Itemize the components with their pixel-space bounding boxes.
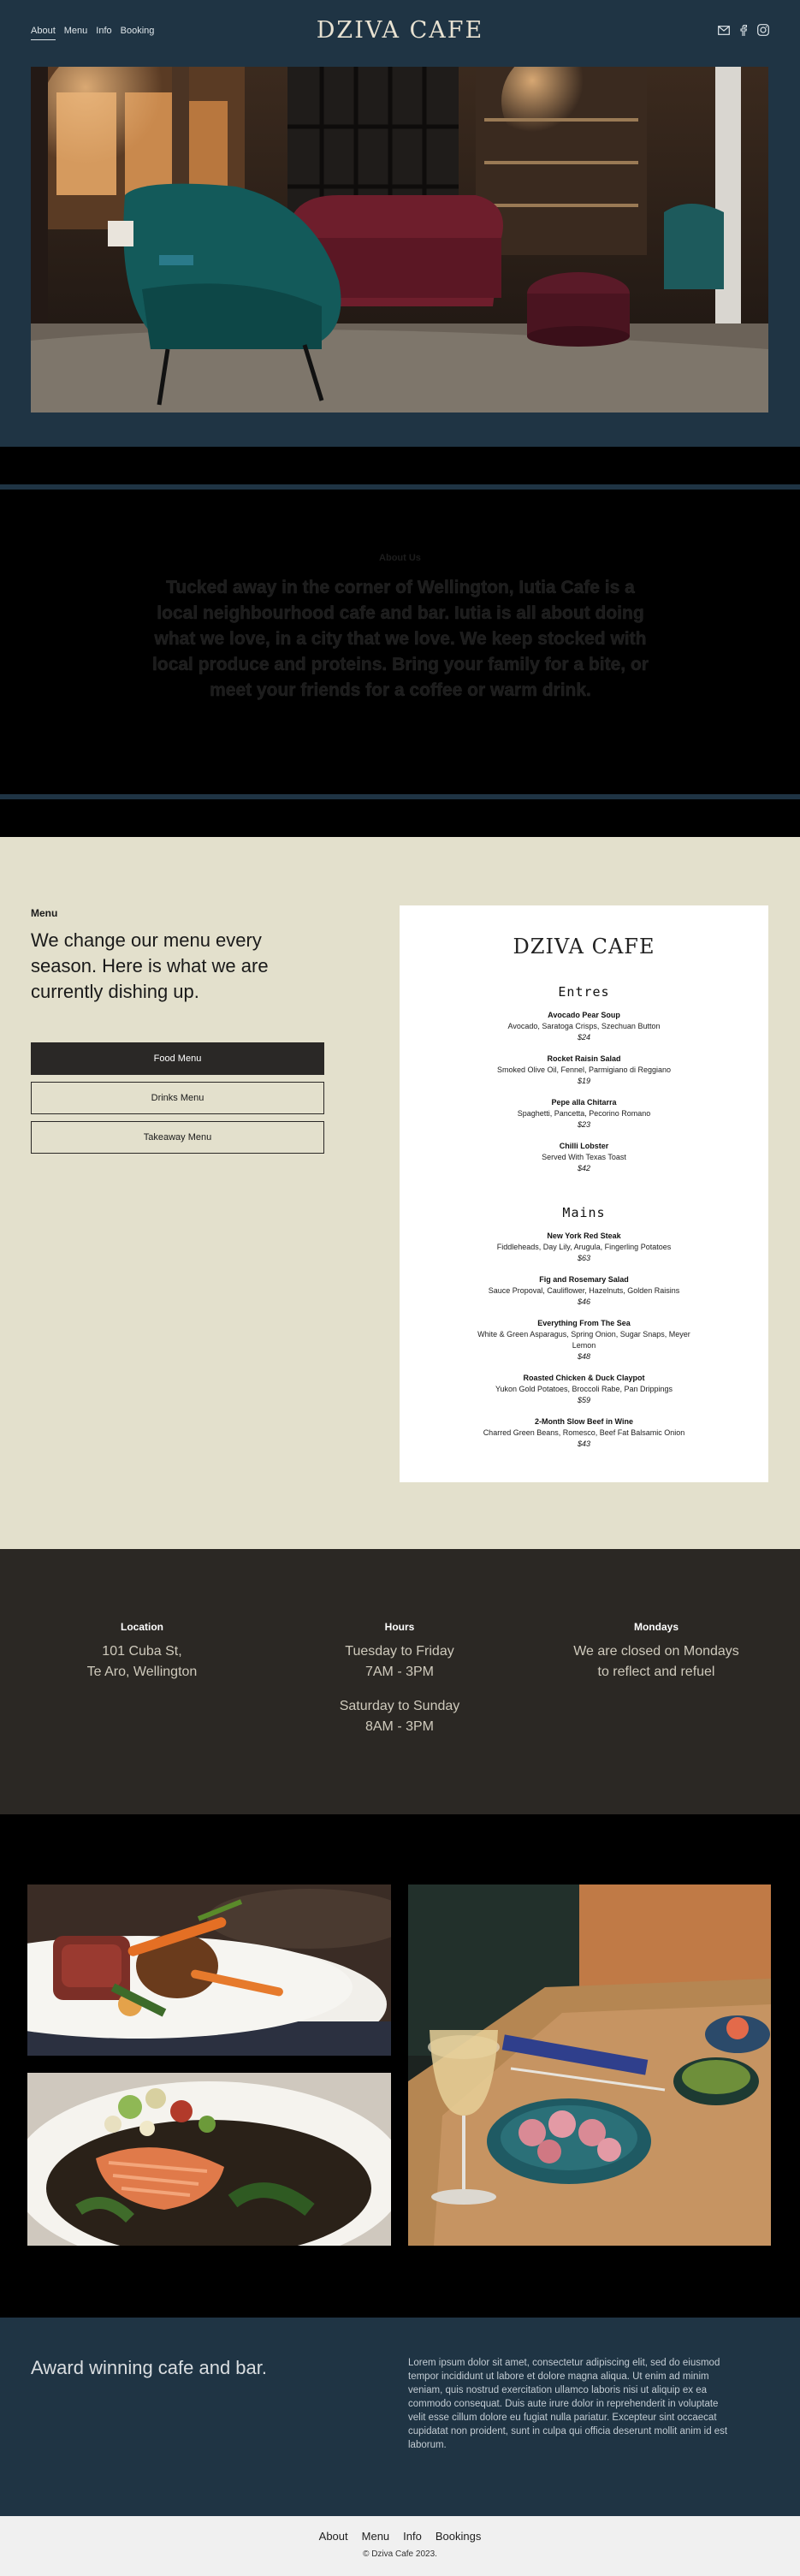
social-links (718, 24, 769, 36)
food-menu-button[interactable]: Food Menu (31, 1042, 324, 1075)
menu-item (400, 1416, 768, 1450)
menu-intro: We change our menu every season. Here is what we are currently dishing up. (31, 929, 269, 1002)
site-logo[interactable]: DZIVA CAFE (316, 17, 484, 44)
mondays-line: to reflect and refuel (597, 1665, 715, 1679)
hours-line: 8AM - 3PM (364, 1719, 434, 1734)
divider-bottom (0, 794, 800, 799)
award-section (0, 2318, 800, 2516)
dish-price: $19 (577, 1077, 591, 1085)
card-logo: DZIVA CAFE (513, 935, 655, 959)
dish-price: $63 (577, 1254, 591, 1262)
nav-about[interactable]: About (31, 26, 56, 40)
info-section (0, 1549, 800, 1814)
footer-nav-menu[interactable]: Menu (361, 2530, 390, 2543)
nav-booking[interactable]: Booking (120, 26, 155, 36)
drinks-menu-button[interactable]: Drinks Menu (31, 1082, 324, 1114)
dish-price: $48 (577, 1352, 591, 1361)
dish-name: New York Red Steak (547, 1232, 621, 1240)
menu-item (400, 1097, 768, 1131)
gallery-image-salmon (27, 2073, 391, 2246)
hero-section (0, 0, 800, 447)
entres-heading: Entres (558, 984, 610, 1000)
hours-column (288, 1621, 511, 1737)
award-title: Award winning cafe and bar. (31, 2357, 267, 2378)
dish-price: $46 (577, 1297, 591, 1306)
dish-desc: Spaghetti, Pancetta, Pecorino Romano (517, 1109, 651, 1118)
dish-desc: Smoked Olive Oil, Fennel, Parmigiano di Reggiano (496, 1065, 672, 1074)
menu-item (400, 1054, 768, 1087)
footer (0, 2516, 800, 2576)
mains-heading: Mains (562, 1205, 606, 1220)
about-text: Tucked away in the corner of Wellington, Iutia Cafe is a local neighbourhood cafe and bar. Iutia is all about doing what we love, in a city that we love. We keep stocked with local produce and proteins. Bring your family for a bite, or meet your friends for a coffee or warm drink. (152, 578, 649, 700)
footer-nav-bookings[interactable]: Bookings (435, 2530, 482, 2543)
gallery-image-table (408, 1885, 771, 2246)
mains-list (400, 1231, 768, 1450)
menu-label: Menu (31, 907, 58, 919)
dish-price: $59 (577, 1396, 591, 1404)
mondays-line: We are closed on Mondays (573, 1644, 739, 1659)
location-line: Te Aro, Wellington (86, 1665, 198, 1679)
dish-name: 2-Month Slow Beef in Wine (535, 1417, 633, 1426)
dish-desc: White & Green Asparagus, Spring Onion, Sugar Snaps, Meyer Lemon (477, 1330, 690, 1350)
hours-title: Hours (384, 1621, 415, 1633)
dish-name: Roasted Chicken & Duck Claypot (523, 1374, 645, 1382)
dish-price: $23 (577, 1120, 591, 1129)
about-label: About Us (379, 553, 421, 563)
dish-name: Fig and Rosemary Salad (539, 1275, 629, 1284)
facebook-icon[interactable] (740, 25, 747, 36)
menu-item (400, 1318, 768, 1362)
dish-price: $42 (577, 1164, 591, 1172)
menu-section (0, 837, 800, 1549)
menu-card (400, 905, 768, 1482)
hours-line: Saturday to Sunday (339, 1699, 460, 1713)
hero-image (31, 67, 768, 413)
dish-desc: Yukon Gold Potatoes, Broccoli Rabe, Pan Drippings (495, 1385, 673, 1393)
footer-nav (0, 2516, 800, 2543)
menu-item (400, 1373, 768, 1406)
gallery-image-steak (27, 1885, 391, 2056)
nav-menu[interactable]: Menu (63, 26, 88, 36)
mail-icon[interactable] (718, 26, 730, 35)
dish-name: Avocado Pear Soup (548, 1011, 620, 1019)
footer-nav-info[interactable]: Info (403, 2530, 422, 2543)
location-column (31, 1621, 253, 1683)
location-line: 101 Cuba St, (102, 1644, 182, 1659)
takeaway-menu-button[interactable]: Takeaway Menu (31, 1121, 324, 1154)
award-text: Lorem ipsum dolor sit amet, consectetur adipiscing elit, sed do eiusmod tempor incididunt ut labore et dolore magna aliqua. Ut enim ad minim veniam, quis nostrud exercitation ullamco laboris nisi ut aliquip ex ea commodo consequat. Duis aute irure dolor in reprehenderit in voluptate velit esse cillum dolore eu fugiat nulla pariatur. Excepteur sint occaecat cupidatat non proident, sunt in culpa qui officia deserunt mollit anim id est laborum. (408, 2358, 728, 2450)
dish-name: Everything From The Sea (537, 1319, 631, 1327)
gallery-section (0, 1814, 800, 2318)
copyright: © Dziva Cafe 2023. (363, 2549, 437, 2559)
menu-item (400, 1274, 768, 1308)
mondays-column (545, 1621, 767, 1683)
dish-price: $24 (577, 1033, 591, 1042)
dish-desc: Charred Green Beans, Romesco, Beef Fat Balsamic Onion (483, 1428, 685, 1437)
dish-name: Pepe alla Chitarra (551, 1098, 617, 1107)
dish-name: Rocket Raisin Salad (547, 1054, 621, 1063)
dish-desc: Fiddleheads, Day Lily, Arugula, Fingerling Potatoes (496, 1243, 672, 1251)
menu-item (400, 1231, 768, 1264)
entres-list (400, 1010, 768, 1174)
dish-name: Chilli Lobster (559, 1142, 609, 1150)
mondays-title: Mondays (633, 1621, 679, 1633)
hours-line: 7AM - 3PM (364, 1665, 434, 1679)
hours-line: Tuesday to Friday (345, 1644, 454, 1659)
instagram-icon[interactable] (757, 24, 769, 36)
dish-desc: Served With Texas Toast (542, 1153, 626, 1161)
location-title: Location (121, 1621, 163, 1633)
nav-info[interactable]: Info (96, 26, 112, 36)
footer-nav-about[interactable]: About (318, 2530, 348, 2543)
dish-price: $43 (577, 1439, 591, 1448)
dish-desc: Avocado, Saratoga Crisps, Szechuan Button (507, 1022, 661, 1030)
divider-top (0, 484, 800, 490)
menu-item (400, 1141, 768, 1174)
about-section (0, 447, 800, 837)
dish-desc: Sauce Propoval, Cauliflower, Hazelnuts, Golden Raisins (488, 1286, 680, 1295)
menu-item (400, 1010, 768, 1043)
